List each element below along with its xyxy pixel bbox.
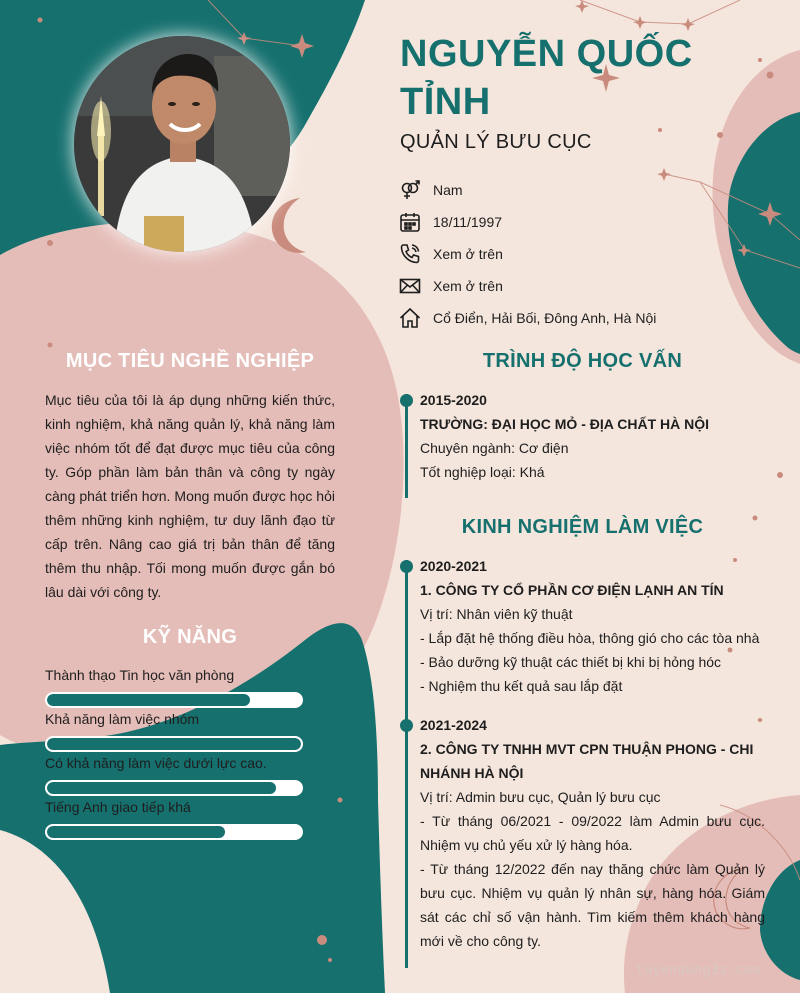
education-date: 2015-2020 bbox=[420, 392, 487, 408]
skill-label: Có khả năng làm việc dưới lực cao. bbox=[45, 755, 267, 771]
address-text: Cổ Điển, Hải Bối, Đông Anh, Hà Nội bbox=[433, 310, 657, 326]
objective-heading: MỤC TIÊU NGHỀ NGHIỆP bbox=[65, 350, 315, 372]
experience-company: 1. CÔNG TY CỔ PHẦN CƠ ĐIỆN LẠNH AN TÍN bbox=[420, 582, 724, 598]
education-timeline bbox=[400, 388, 765, 484]
experience-entry bbox=[400, 554, 765, 698]
skill-item bbox=[45, 752, 305, 796]
education-detail: Chuyên ngành: Cơ điện bbox=[420, 440, 569, 456]
phone-icon bbox=[398, 242, 422, 266]
calendar-icon bbox=[398, 210, 422, 234]
education-entry bbox=[400, 388, 765, 484]
experience-detail: - Lắp đặt hệ thống điều hòa, thông gió cho các tòa nhà bbox=[420, 630, 760, 646]
skill-bar bbox=[45, 780, 303, 796]
person-photo-illustration bbox=[74, 36, 290, 252]
skill-bar bbox=[45, 736, 303, 752]
experience-detail: Vị trí: Admin bưu cục, Quản lý bưu cục bbox=[420, 789, 661, 805]
candidate-name: NGUYỄN QUỐC TỈNH bbox=[400, 33, 693, 123]
email-text: Xem ở trên bbox=[433, 278, 503, 294]
gender-icon bbox=[398, 178, 422, 202]
skill-bar-fill bbox=[47, 782, 276, 794]
phone-text: Xem ở trên bbox=[433, 246, 503, 262]
birthdate-text: 18/11/1997 bbox=[433, 214, 503, 230]
contact-email bbox=[398, 270, 788, 302]
experience-detail: Vị trí: Nhân viên kỹ thuật bbox=[420, 606, 573, 622]
experience-entry bbox=[400, 713, 765, 953]
experience-detail: - Từ tháng 12/2022 đến nay thăng chức làm Quản lý bưu cục. Nhiệm vụ quản lý nhân sự, hàng hóa. Giám sát các chỉ số vận hành. Tìm kiếm thêm khách hàng mới về cho công ty. bbox=[420, 861, 765, 949]
skill-label: Thành thạo Tin học văn phòng bbox=[45, 667, 235, 683]
contact-phone bbox=[398, 238, 788, 270]
skill-bar-fill bbox=[47, 694, 250, 706]
experience-company: 2. CÔNG TY TNHH MVT CPN THUẬN PHONG - CHI NHÁNH HÀ NỘI bbox=[420, 741, 754, 781]
experience-date: 2020-2021 bbox=[420, 558, 487, 574]
experience-detail: - Nghiệm thu kết quả sau lắp đặt bbox=[420, 678, 623, 694]
watermark: tuyendung3s.com bbox=[636, 963, 761, 978]
education-heading: TRÌNH ĐỘ HỌC VẤN bbox=[482, 350, 683, 372]
contact-list bbox=[398, 174, 788, 334]
skill-item bbox=[45, 796, 305, 840]
home-icon bbox=[398, 306, 422, 330]
experience-timeline bbox=[400, 554, 765, 953]
skill-item bbox=[45, 664, 305, 708]
skill-bar bbox=[45, 692, 303, 708]
experience-date: 2021-2024 bbox=[420, 717, 487, 733]
skill-bar-fill bbox=[47, 826, 225, 838]
experience-heading: KINH NGHIỆM LÀM VIỆC bbox=[461, 516, 704, 538]
email-icon bbox=[398, 274, 422, 298]
skills-heading: KỸ NĂNG bbox=[142, 626, 238, 648]
skill-item bbox=[45, 708, 305, 752]
experience-detail: - Bảo dưỡng kỹ thuật các thiết bị khi bị hỏng hóc bbox=[420, 654, 722, 670]
contact-gender bbox=[398, 174, 788, 206]
education-school: TRƯỜNG: ĐẠI HỌC MỎ - ĐỊA CHẤT HÀ NỘI bbox=[420, 416, 710, 432]
contact-address bbox=[398, 302, 788, 334]
skill-label: Tiếng Anh giao tiếp khá bbox=[45, 799, 191, 815]
skill-label: Khả năng làm việc nhóm bbox=[45, 711, 200, 727]
objective-text: Mục tiêu của tôi là áp dụng những kiến thức, kinh nghiệm, khả năng quản lý, khả năng làm việc nhóm tốt để đạt được mục tiêu của công ty. Góp phần làm bản thân và công ty ngày càng phát triển hơn. Mong muốn được học hỏi thêm những kinh nghiệm, tư duy lãnh đạo từ cấp trên. Nâng cao giá trị bản thân để tăng thêm thu nhập. Tối mong muốn được gắn bó lâu dài với công ty. bbox=[45, 392, 335, 600]
job-title: QUẢN LÝ BƯU CỤC bbox=[400, 131, 592, 153]
skill-bar-fill bbox=[47, 738, 301, 750]
profile-photo bbox=[74, 36, 290, 252]
skills-list bbox=[45, 664, 305, 840]
skill-bar bbox=[45, 824, 303, 840]
education-detail: Tốt nghiệp loại: Khá bbox=[420, 464, 545, 480]
experience-detail: - Từ tháng 06/2021 - 09/2022 làm Admin bưu cục. Nhiệm vụ chủ yếu xử lý hàng hóa. bbox=[420, 813, 765, 853]
gender-text: Nam bbox=[433, 182, 463, 198]
contact-birthdate bbox=[398, 206, 788, 238]
